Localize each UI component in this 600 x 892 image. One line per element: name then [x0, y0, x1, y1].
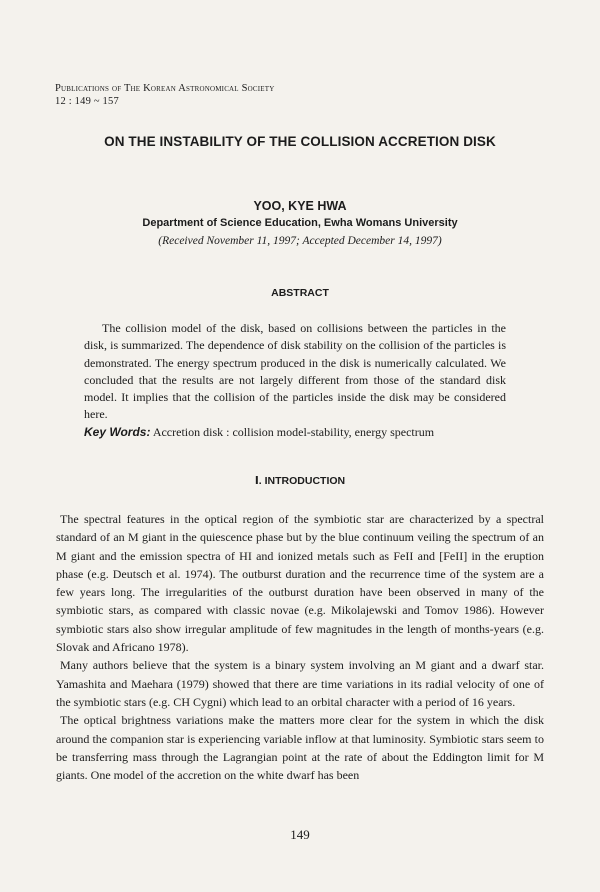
keywords-label: Key Words: [84, 424, 151, 439]
abstract-block [84, 320, 506, 441]
body-paragraph: Many authors believe that the system is a binary system involving an M giant and a dwarf star. Yamashita and Maehara (1979) showed that there are time variations in its radial velocity of one of the symbiotic stars (e.g. CH Cygni) which lead to an orbital character with a period of 16 years. [56, 658, 544, 709]
paper-title: ON THE INSTABILITY OF THE COLLISION ACCRETION DISK [104, 134, 496, 149]
body-paragraph: The spectral features in the optical region of the symbiotic star are characterized by a spectral standard of an M giant in the quiescence phase but by the blue continuum veiling the spectrum of an M giant and the emission spectra of HI and ionized metals such as FeII and [FeII] in the eruption phase (e.g. Deutsch et al. 1974). The outburst duration and the recurrence time of the system are a few years long. The irregularities of the outburst duration have been observed in many of the symbiotic stars, as compared with classic novae (e.g. Mikolajewski and Tomov 1986). However symbiotic stars also show irregular amplitude of few magnitudes in the length of months-years (e.g. Slovak and Africano 1978). [56, 512, 544, 655]
section-heading: Ⅰ. INTRODUCTION [254, 475, 346, 487]
keywords-text: Accretion disk : collision model-stability, energy spectrum [152, 424, 435, 439]
body-paragraph: The optical brightness variations make the matters more clear for the system in which the disk around the companion star is experiencing variable inflow at that luminosity. Symbiotic stars seem to be transferring mass through the Lagrangian point at the rate of about the Eddington limit for M giants. One model of the accretion on the white dwarf has been [56, 713, 544, 783]
section-body [56, 510, 544, 784]
abstract-text: The collision model of the disk, based on collisions between the particles in the disk, is summarized. The dependence of disk stability on the collision of the particles is demonstrated. The energy spectrum produced in the disk is numerically calculated. We concluded that the results are not largely different from those of the standard disk model. It implies that the collision of the particles inside the disk may be considered here. [84, 321, 506, 422]
page-number: 149 [290, 827, 310, 842]
author-name: YOO, KYE HWA [253, 199, 347, 213]
abstract-heading: ABSTRACT [271, 287, 329, 299]
journal-header [55, 82, 275, 108]
received-dates: (Received November 11, 1997; Accepted December 14, 1997) [158, 235, 442, 247]
keywords-line [84, 424, 506, 441]
journal-name: Publications of The Korean Astronomical Society [55, 83, 275, 94]
author-affiliation: Department of Science Education, Ewha Womans University [142, 217, 458, 229]
journal-volume: 12 : 149 ~ 157 [55, 96, 119, 107]
